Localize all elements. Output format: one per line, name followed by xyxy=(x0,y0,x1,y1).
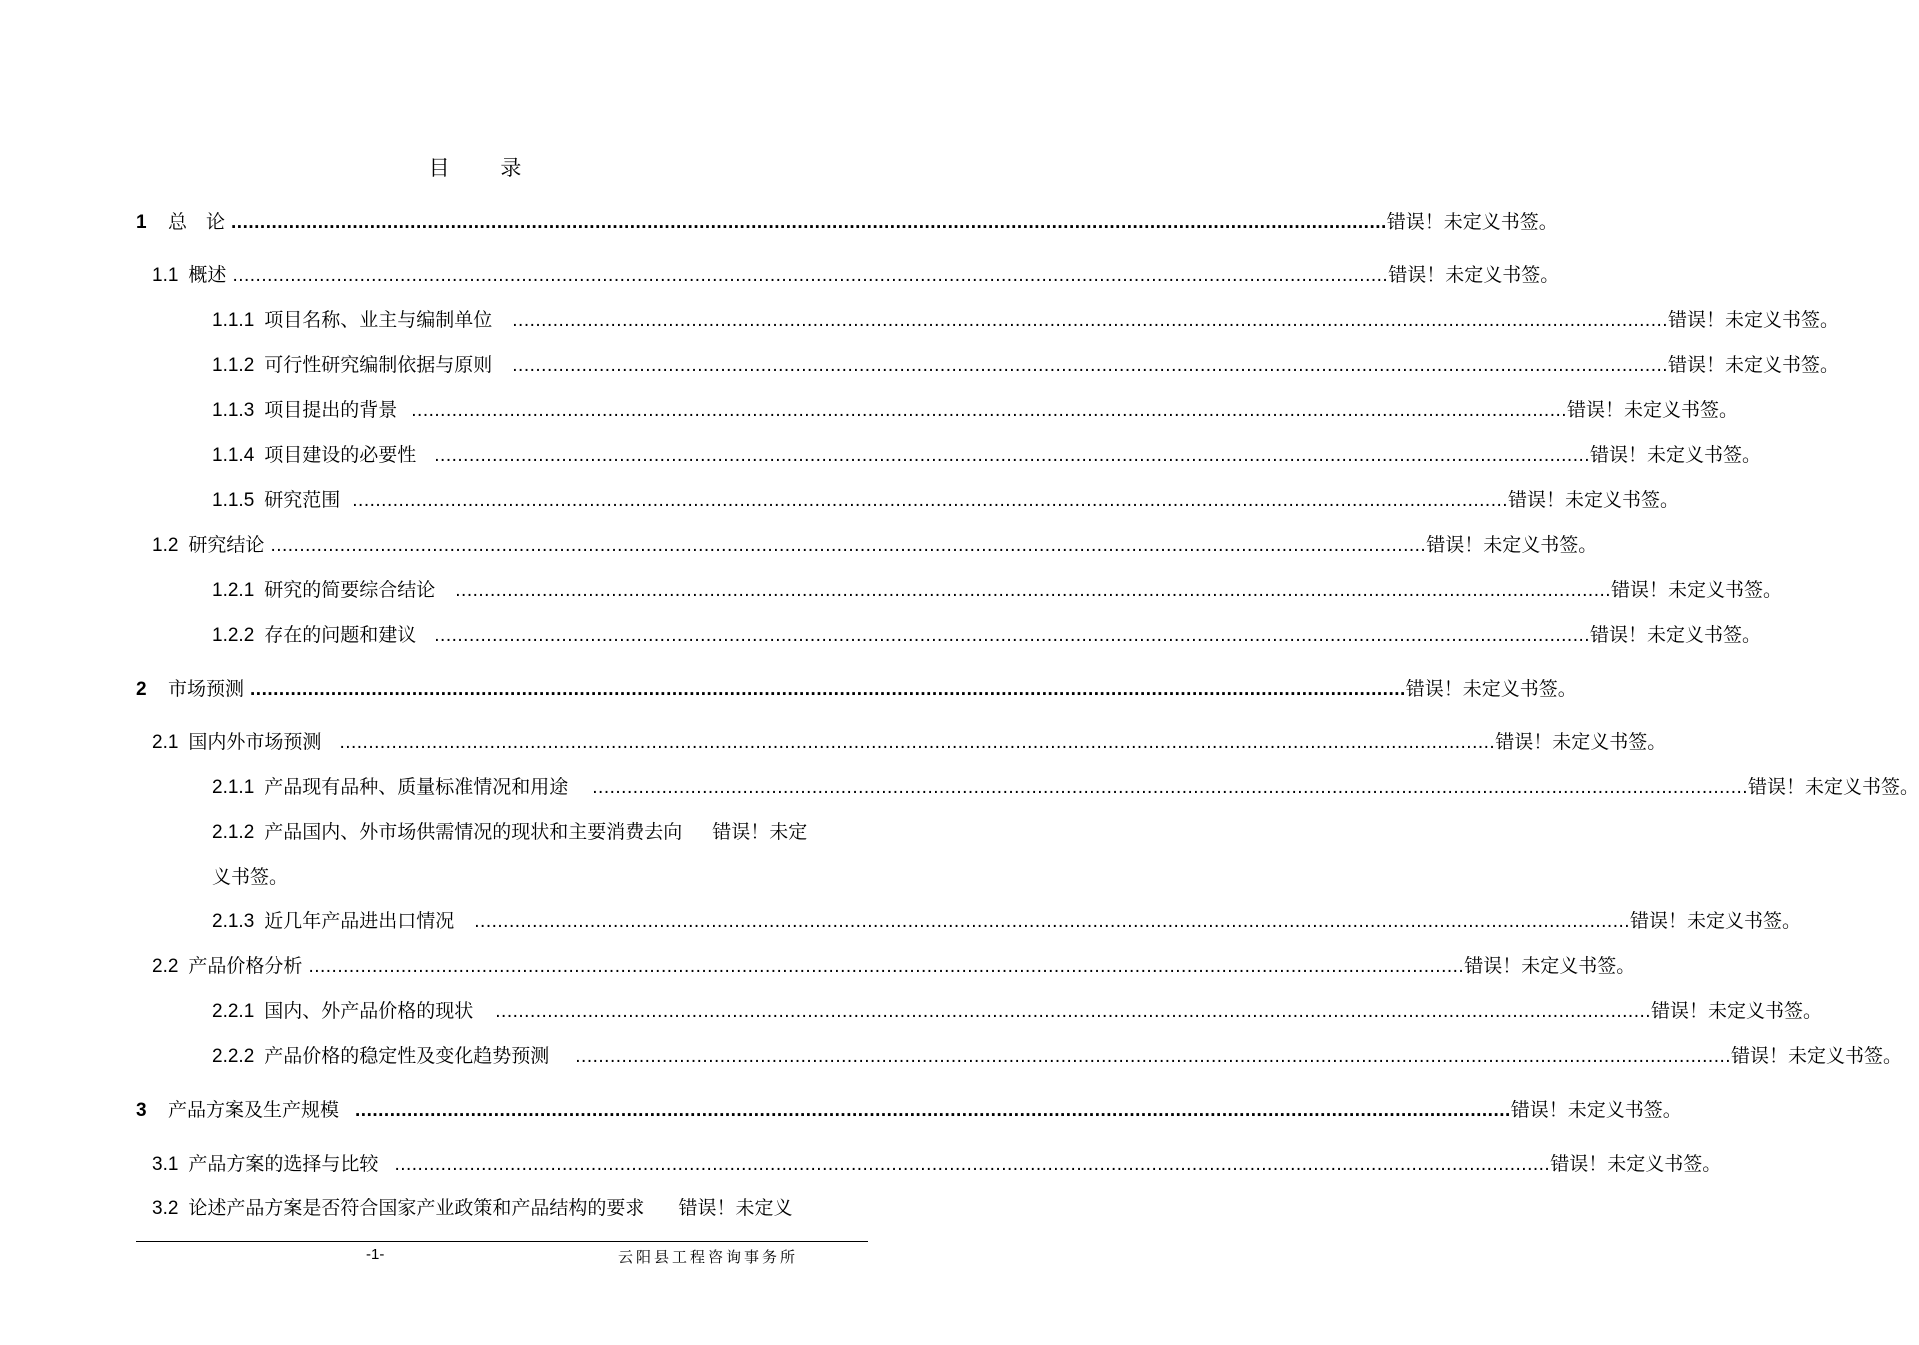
toc-entry-number: 1.1.3 xyxy=(212,400,255,421)
toc-entry-2-1-1[interactable] xyxy=(212,770,1919,804)
toc-leader-dots: ........................................................................................................................................................................................................ xyxy=(355,1100,1511,1121)
toc-entry-text: 可行性研究编制依据与原则 xyxy=(264,354,493,376)
toc-entry-1-2[interactable] xyxy=(152,528,1598,562)
toc-entry-number: 2.2.2 xyxy=(212,1046,255,1067)
toc-entry-text: 产品价格的稳定性及变化趋势预测 xyxy=(264,1045,550,1067)
toc-entry-ref: 错误！未定义书签。 xyxy=(1510,1099,1682,1121)
toc-entry-number: 2 xyxy=(136,679,147,700)
toc-leader-dots: ........................................................................................................................................................................................................ xyxy=(270,535,1427,556)
toc-entry-3[interactable] xyxy=(136,1093,1682,1127)
toc-entry-number: 1.2 xyxy=(152,535,179,556)
toc-entry-text: 产品国内、外市场供需情况的现状和主要消费去向 xyxy=(264,821,683,843)
toc-entry-3-2[interactable] xyxy=(152,1191,792,1226)
toc-entry-text: 研究的简要综合结论 xyxy=(264,579,436,601)
toc-entry-ref: 义书签。 xyxy=(212,866,289,888)
toc-leader-dots: ........................................................................................................................................................................................................ xyxy=(394,1154,1551,1175)
toc-entry-number: 2.2 xyxy=(152,956,179,977)
toc-entry-text: 国内、外产品价格的现状 xyxy=(264,1000,474,1022)
toc-entry-3-1[interactable] xyxy=(152,1147,1722,1181)
toc-entry-text: 产品价格分析 xyxy=(188,955,303,977)
toc-entry-ref: 错误！未定义书签。 xyxy=(1426,534,1598,556)
toc-entry-text: 近几年产品进出口情况 xyxy=(264,910,455,932)
toc-entry-1-2-1[interactable] xyxy=(212,573,1783,607)
toc-entry-text: 产品现有品种、质量标准情况和用途 xyxy=(264,776,569,798)
toc-leader-dots: ........................................................................................................................................................................................................ xyxy=(339,732,1496,753)
toc-entry-ref: 错误！未定义书签。 xyxy=(1668,354,1840,376)
toc-leader-dots: ........................................................................................................................................................................................................ xyxy=(474,911,1631,932)
toc-entry-number: 2.1.3 xyxy=(212,911,255,932)
toc-entry-ref: 错误！未定义 xyxy=(678,1197,793,1219)
toc-leader-dots: ........................................................................................................................................................................................................ xyxy=(512,310,1669,331)
toc-entry-ref: 错误！未定义书签。 xyxy=(1651,1000,1823,1022)
toc-entry-text: 产品方案的选择与比较 xyxy=(188,1153,379,1175)
toc-entry-1-2-2[interactable] xyxy=(212,618,1762,652)
toc-entry-ref: 错误！未定义书签。 xyxy=(1668,309,1840,331)
toc-entry-1-1-5[interactable] xyxy=(212,483,1680,517)
toc-entry-2[interactable] xyxy=(136,672,1577,706)
toc-entry-1-1-2[interactable] xyxy=(212,348,1840,382)
toc-entry-ref: 错误！未定义书签。 xyxy=(1611,579,1783,601)
toc-leader-dots: ........................................................................................................................................................................................................ xyxy=(411,400,1568,421)
toc-entry-text: 研究范围 xyxy=(264,489,341,511)
toc-entry-ref: 错误！未定义书签。 xyxy=(1590,444,1762,466)
toc-entry-ref: 错误！未定义书签。 xyxy=(1630,910,1802,932)
toc-leader-dots: ........................................................................................................................................................................................................ xyxy=(308,956,1465,977)
toc-leader-dots: ........................................................................................................................................................................................................ xyxy=(250,679,1406,700)
toc-entry-number: 1 xyxy=(136,212,147,233)
toc-entry-1[interactable] xyxy=(136,205,1558,239)
toc-entry-2-2[interactable] xyxy=(152,949,1636,983)
toc-entry-ref: 错误！未定义书签。 xyxy=(1590,624,1762,646)
toc-entry-text: 概述 xyxy=(188,264,227,286)
toc-entry-text: 项目建设的必要性 xyxy=(264,444,417,466)
toc-entry-ref: 错误！未定 xyxy=(712,821,808,843)
toc-leader-dots: ........................................................................................................................................................................................................ xyxy=(455,580,1612,601)
toc-entry-text: 存在的问题和建议 xyxy=(264,624,417,646)
toc-entry-1-1-3[interactable] xyxy=(212,393,1739,427)
toc-entry-ref: 错误！未定义书签。 xyxy=(1386,211,1558,233)
toc-entry-number: 1.1.5 xyxy=(212,490,255,511)
footer-page-number: -1- xyxy=(366,1246,385,1263)
toc-entry-text: 项目名称、业主与编制单位 xyxy=(264,309,493,331)
toc-entry-text: 项目提出的背景 xyxy=(264,399,398,421)
toc-entry-2-1-2[interactable] xyxy=(212,815,807,850)
toc-leader-dots: ........................................................................................................................................................................................................ xyxy=(495,1001,1652,1022)
footer-organization: 云阳县工程咨询事务所 xyxy=(618,1248,799,1266)
toc-entry-2-1-2-continuation xyxy=(212,860,288,894)
toc-entry-ref: 错误！未定义书签。 xyxy=(1550,1153,1722,1175)
toc-leader-dots: ........................................................................................................................................................................................................ xyxy=(434,445,1591,466)
toc-entry-text: 总 论 xyxy=(168,211,226,233)
toc-entry-number: 1.1.1 xyxy=(212,310,255,331)
toc-entry-ref: 错误！未定义书签。 xyxy=(1405,678,1577,700)
toc-entry-ref: 错误！未定义书签。 xyxy=(1388,264,1560,286)
toc-entry-1-1-4[interactable] xyxy=(212,438,1762,472)
toc-title: 目 录 xyxy=(428,156,544,180)
toc-leader-dots: ........................................................................................................................................................................................................ xyxy=(232,265,1389,286)
toc-entry-number: 2.2.1 xyxy=(212,1001,255,1022)
toc-entry-number: 1.1.4 xyxy=(212,445,255,466)
toc-entry-2-2-1[interactable] xyxy=(212,994,1823,1028)
toc-entry-ref: 错误！未定义书签。 xyxy=(1508,489,1680,511)
toc-entry-number: 1.1 xyxy=(152,265,179,286)
toc-entry-number: 2.1.1 xyxy=(212,777,255,798)
toc-leader-dots: ........................................................................................................................................................................................................ xyxy=(352,490,1509,511)
toc-entry-text: 论述产品方案是否符合国家产业政策和产品结构的要求 xyxy=(188,1197,645,1219)
toc-entry-text: 产品方案及生产规模 xyxy=(168,1099,340,1121)
footer-divider xyxy=(136,1241,868,1242)
toc-entry-ref: 错误！未定义书签。 xyxy=(1748,776,1919,798)
toc-entry-number: 2.1.2 xyxy=(212,822,255,843)
toc-entry-2-1[interactable] xyxy=(152,725,1667,759)
toc-entry-text: 研究结论 xyxy=(188,534,265,556)
toc-entry-text: 国内外市场预测 xyxy=(188,731,322,753)
toc-entry-2-1-3[interactable] xyxy=(212,904,1802,938)
toc-entry-number: 1.2.1 xyxy=(212,580,255,601)
toc-leader-dots: ........................................................................................................................................................................................................ xyxy=(231,212,1387,233)
toc-entry-number: 3 xyxy=(136,1100,147,1121)
toc-entry-number: 3.1 xyxy=(152,1154,179,1175)
toc-entry-number: 1.1.2 xyxy=(212,355,255,376)
toc-entry-ref: 错误！未定义书签。 xyxy=(1495,731,1667,753)
toc-leader-dots: ........................................................................................................................................................................................................ xyxy=(434,625,1591,646)
toc-entry-1-1[interactable] xyxy=(152,258,1560,292)
toc-entry-1-1-1[interactable] xyxy=(212,303,1840,337)
toc-entry-ref: 错误！未定义书签。 xyxy=(1731,1045,1903,1067)
toc-entry-number: 3.2 xyxy=(152,1198,179,1219)
toc-leader-dots: ........................................................................................................................................................................................................ xyxy=(575,1046,1732,1067)
toc-leader-dots: ........................................................................................................................................................................................................ xyxy=(512,355,1669,376)
toc-entry-number: 1.2.2 xyxy=(212,625,255,646)
toc-entry-number: 2.1 xyxy=(152,732,179,753)
toc-entry-ref: 错误！未定义书签。 xyxy=(1567,399,1739,421)
toc-entry-text: 市场预测 xyxy=(168,678,245,700)
toc-leader-dots: ........................................................................................................................................................................................................ xyxy=(592,777,1749,798)
toc-entry-ref: 错误！未定义书签。 xyxy=(1464,955,1636,977)
toc-entry-2-2-2[interactable] xyxy=(212,1039,1903,1073)
